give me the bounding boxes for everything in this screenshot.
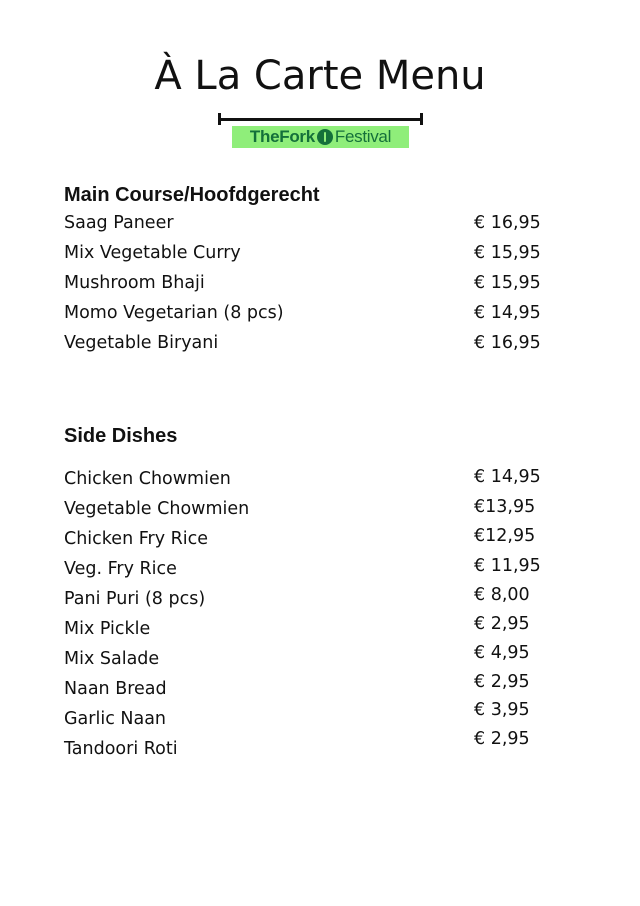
logo-brand-text: TheFork [249,127,315,146]
menu-item-price: €13,95 [474,497,536,517]
menu-item-name: Chicken Chowmien [64,469,231,489]
menu-item-price: € 2,95 [474,672,530,692]
menu-item-price: € 15,95 [474,243,541,263]
menu-item-name: Mix Vegetable Curry [64,243,241,263]
menu-item-name: Garlic Naan [64,709,167,729]
divider-cap-right [420,113,423,125]
menu-item-price: € 8,00 [474,585,530,605]
menu-item-price: €12,95 [474,526,536,546]
menu-item-name: Naan Bread [64,679,167,699]
menu-title: À La Carte Menu [154,53,486,99]
menu-item-price: € 11,95 [474,556,541,576]
menu-item-price: € 16,95 [474,333,541,353]
menu-item-name: Momo Vegetarian (8 pcs) [64,303,284,323]
menu-item-name: Chicken Fry Rice [64,529,209,549]
menu-item-name: Mix Salade [64,649,160,669]
fork-icon [317,129,333,145]
menu-item-price: € 3,95 [474,700,530,720]
menu-item-name: Mix Pickle [64,619,151,639]
menu-item-price: € 2,95 [474,729,530,749]
menu-item-name: Saag Paneer [64,213,174,233]
thefork-festival-logo [232,126,409,148]
menu-item-name: Veg. Fry Rice [64,559,177,579]
title-divider [219,118,422,121]
menu-item-name: Mushroom Bhaji [64,273,205,293]
logo-event-text: Festival [334,127,392,146]
section-title-main-course: Main Course/Hoofdgerecht [64,184,320,206]
menu-item-price: € 16,95 [474,213,541,233]
menu-item-price: € 14,95 [474,467,541,487]
menu-item-name: Tandoori Roti [64,739,178,759]
menu-item-name: Vegetable Biryani [64,333,219,353]
menu-item-price: € 14,95 [474,303,541,323]
menu-item-name: Vegetable Chowmien [64,499,250,519]
menu-item-price: € 2,95 [474,614,530,634]
menu-item-name: Pani Puri (8 pcs) [64,589,206,609]
section-title-side-dishes: Side Dishes [64,425,178,447]
menu-item-price: € 15,95 [474,273,541,293]
menu-item-price: € 4,95 [474,643,530,663]
